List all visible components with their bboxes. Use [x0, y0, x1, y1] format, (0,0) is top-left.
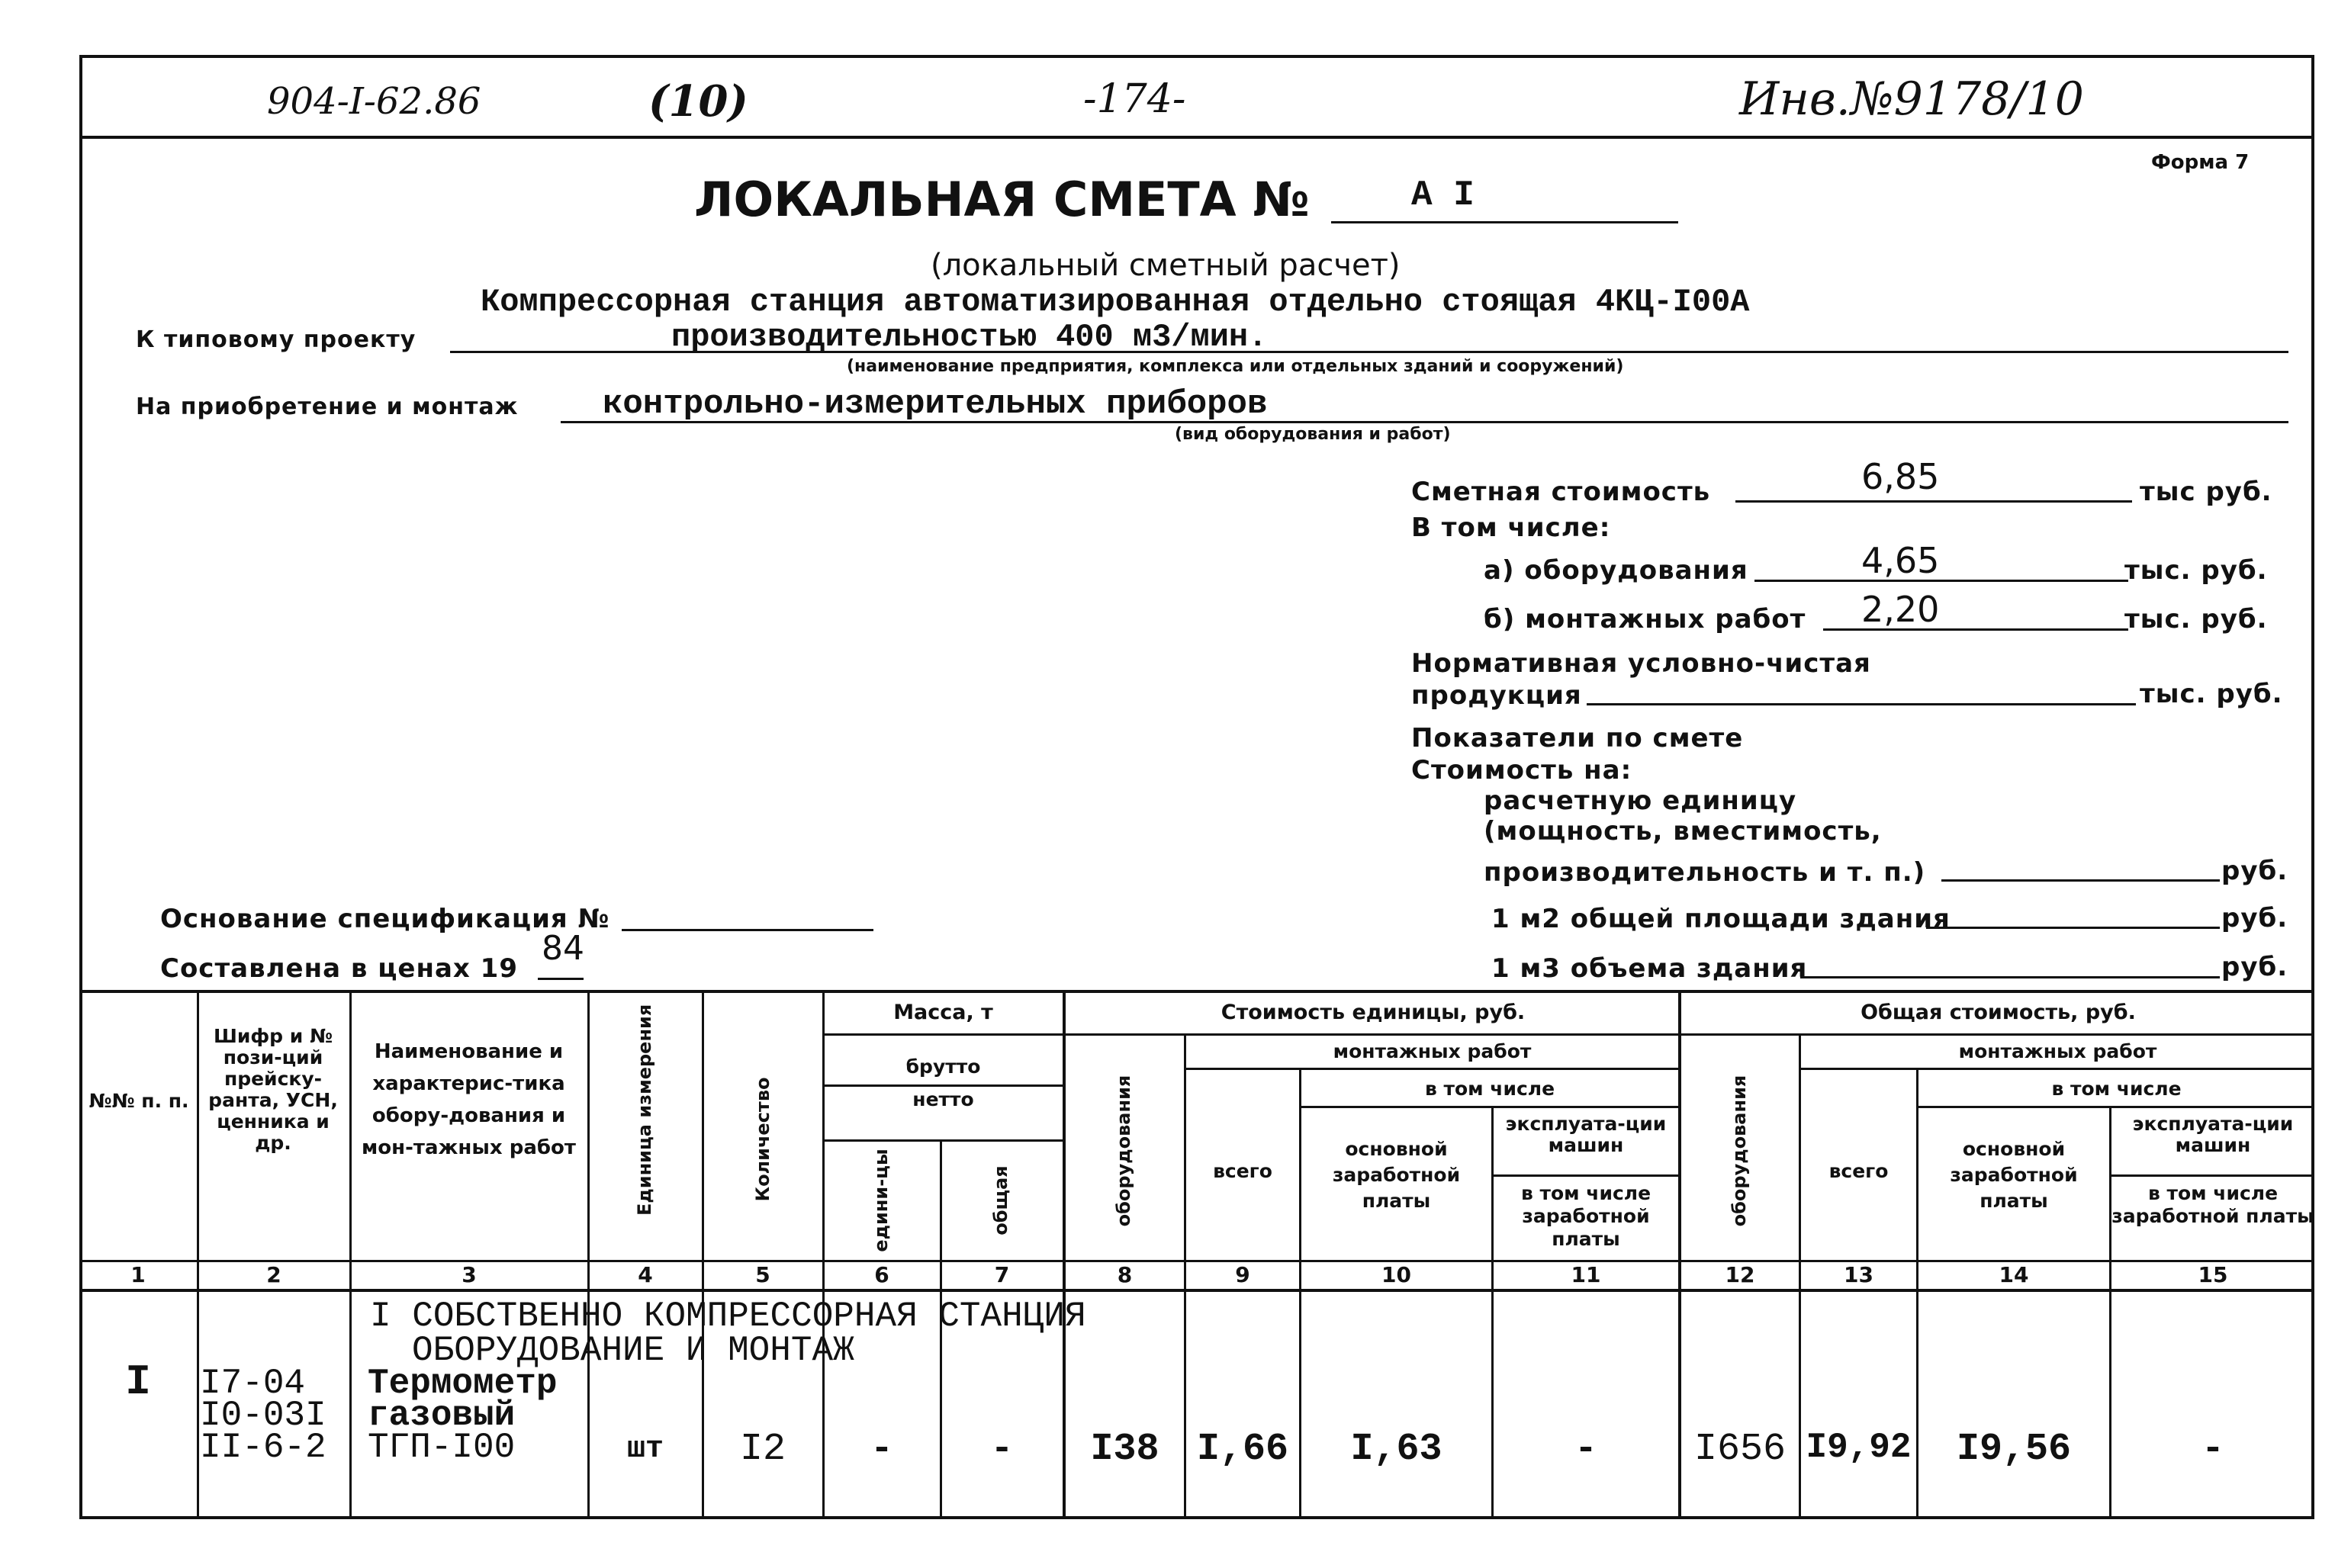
part-number: (10): [648, 76, 748, 127]
row-name-2: газовый: [368, 1396, 516, 1435]
colnum-3: 3: [462, 1262, 477, 1287]
project-label: К типовому проекту: [136, 326, 416, 353]
header-incl1: в том числе: [1424, 1078, 1555, 1100]
c11-divider: [1494, 1174, 1680, 1177]
colnum-12: 12: [1725, 1262, 1755, 1287]
norm-line: [1587, 703, 2136, 705]
col-line-2: [349, 991, 352, 1519]
header-number: №№ п. п.: [88, 1090, 189, 1112]
col-line-1: [197, 991, 199, 1519]
estimate-number-line: [1331, 221, 1678, 223]
incl2-divider: [1918, 1106, 2314, 1108]
table-top-border: [79, 990, 2314, 993]
row-machines: -: [1574, 1428, 1597, 1471]
row-wage-all: I9,56: [1956, 1428, 2072, 1471]
colnum-10: 10: [1381, 1262, 1411, 1287]
row-code-1: I7-04: [200, 1364, 306, 1403]
mont2-divider: [1801, 1068, 2314, 1070]
colnum-5: 5: [755, 1262, 770, 1287]
estimate-number: А I: [1411, 175, 1475, 215]
colnum-7: 7: [994, 1262, 1010, 1287]
header-brutto: брутто: [905, 1056, 981, 1078]
colnum-4: 4: [638, 1262, 653, 1287]
calc-unit-rub: руб.: [2221, 856, 2288, 886]
form-label: Форма 7: [2151, 151, 2250, 174]
prices-year-line: [538, 978, 584, 980]
total-cost-unit: тыс руб.: [2140, 477, 2272, 507]
purchase-underline: [561, 421, 2288, 423]
install-label: б) монтажных работ: [1484, 604, 1806, 635]
header-netto: нетто: [912, 1088, 974, 1110]
equipment-value: 4,65: [1861, 540, 1940, 581]
purchase-label: На приобретение и монтаж: [136, 394, 519, 420]
project-caption: (наименование предприятия, комплекса или отдельных зданий и сооружений): [847, 357, 1624, 376]
project-underline: [450, 351, 2288, 353]
header-total-cost: Общая стоимость, руб.: [1861, 1001, 2136, 1024]
brutto-divider: [822, 1084, 1064, 1087]
incl1-divider: [1301, 1106, 1680, 1108]
header-mass: Масса, т: [893, 1001, 993, 1024]
basis-line: [622, 929, 873, 931]
purchase-caption: (вид оборудования и работ): [1175, 425, 1451, 444]
row-code-3: II-6-2: [200, 1428, 326, 1467]
area-line: [1926, 927, 2220, 929]
volume-rub: руб.: [2221, 952, 2288, 982]
row-equipment: I38: [1090, 1428, 1159, 1471]
header-unit: Единица измерения: [634, 1004, 655, 1216]
norm-unit: тыс. руб.: [2140, 679, 2283, 709]
header-mass-unit: едини-цы: [870, 1149, 892, 1252]
colnum-9: 9: [1235, 1262, 1250, 1287]
calc-unit-line: [1941, 879, 2220, 882]
header-unit-cost: Стоимость единицы, руб.: [1221, 1001, 1526, 1024]
header-equipment2: оборудования: [1729, 1075, 1750, 1227]
header-mont1: монтажных работ: [1333, 1040, 1532, 1062]
header-mass-total: общая: [990, 1165, 1011, 1235]
netto-divider: [822, 1139, 1064, 1142]
table-row-number: I: [125, 1358, 151, 1406]
unit-cost-divider: [1064, 1033, 1680, 1036]
row-unit: шт: [626, 1432, 664, 1467]
header-total2: всего: [1828, 1160, 1889, 1182]
colnum-1: 1: [130, 1262, 146, 1287]
area-rub: руб.: [2221, 903, 2288, 933]
colnum-11: 11: [1571, 1262, 1601, 1287]
volume-line: [1800, 976, 2220, 978]
row-equipment-total: I656: [1693, 1428, 1787, 1471]
row-code-2: I0-03I: [200, 1396, 326, 1435]
row-total: I,66: [1196, 1428, 1289, 1471]
purchase-value: контрольно-измерительных приборов: [603, 385, 1268, 423]
indicators-label: Показатели по смете: [1411, 723, 1744, 753]
row-mass-total: -: [990, 1428, 1014, 1471]
table-numbers-bottom: [79, 1289, 2314, 1292]
header-machines: эксплуата-ции машин: [1505, 1113, 1667, 1156]
header-name: Наименование и характерис-тика обору-дования и мон-тажных работ: [362, 1040, 576, 1159]
mass-divider: [822, 1033, 1064, 1036]
colnum-6: 6: [874, 1262, 889, 1287]
cost-on-label: Стоимость на:: [1411, 755, 1632, 786]
equipment-line: [1754, 580, 2128, 582]
section-title-2: ОБОРУДОВАНИЕ И МОНТАЖ: [412, 1331, 854, 1370]
header-machines-wage: в том числе заработной платы: [1520, 1182, 1651, 1250]
colnum-15: 15: [2198, 1262, 2228, 1287]
total-cost-divider: [1680, 1033, 2314, 1036]
total-cost-label: Сметная стоимость: [1411, 477, 1711, 507]
row-quantity: I2: [739, 1428, 786, 1471]
calc-unit-3: производительность и т. п.): [1484, 857, 1926, 888]
calc-unit-1: расчетную единицу: [1484, 786, 1797, 816]
norm-label1: Нормативная условно-чистая: [1411, 648, 1871, 679]
header-quantity: Количество: [752, 1077, 773, 1202]
calc-unit-2: (мощность, вместимость,: [1484, 816, 1882, 847]
project-line2: производительностью 400 м3/мин.: [671, 319, 1268, 355]
including-label: В том числе:: [1411, 512, 1611, 543]
colnum-13: 13: [1844, 1262, 1873, 1287]
c15-divider: [2111, 1174, 2314, 1177]
page-number: -174-: [1083, 76, 1186, 122]
top-divider: [79, 136, 2314, 139]
project-code: 904-I-62.86: [267, 80, 481, 123]
basis-label: Основание спецификация №: [160, 904, 610, 934]
prices-year: 84: [542, 929, 584, 968]
header-wage2: основной заработной платы: [1950, 1138, 2078, 1212]
header-mont2: монтажных работ: [1958, 1040, 2157, 1062]
equipment-unit: тыс. руб.: [2124, 555, 2268, 586]
install-value: 2,20: [1861, 589, 1940, 630]
volume-label: 1 м3 объема здания: [1491, 953, 1808, 984]
inventory-number: Инв.№9178/10: [1739, 72, 2084, 126]
prices-label: Составлена в ценах 19: [160, 953, 518, 984]
row-name-1: Термометр: [368, 1364, 558, 1403]
page-title: ЛОКАЛЬНАЯ СМЕТА №: [694, 172, 1310, 227]
row-mass-unit: -: [870, 1428, 893, 1471]
total-cost-value: 6,85: [1861, 456, 1940, 497]
header-code: Шифр и № пози-ций прейску-ранта, УСН, ценника и др.: [208, 1025, 338, 1154]
colnum-8: 8: [1117, 1262, 1133, 1287]
row-wage: I,63: [1350, 1428, 1442, 1471]
header-wage: основной заработной платы: [1332, 1138, 1461, 1212]
mont1-divider: [1186, 1068, 1680, 1070]
header-total: всего: [1213, 1160, 1272, 1182]
page-subtitle: (локальный сметный расчет): [931, 248, 1401, 283]
install-line: [1823, 628, 2128, 631]
area-label: 1 м2 общей площади здания: [1491, 904, 1951, 934]
row-total-all: I9,92: [1806, 1428, 1912, 1467]
project-line1: Компрессорная станция автоматизированная отдельно стоящая 4КЦ-I00А: [481, 284, 1750, 320]
equipment-label: а) оборудования: [1484, 555, 1748, 586]
colnum-2: 2: [266, 1262, 281, 1287]
total-cost-line: [1735, 500, 2132, 503]
norm-label2: продукция: [1411, 680, 1582, 711]
colnum-14: 14: [1999, 1262, 2029, 1287]
install-unit: тыс. руб.: [2124, 604, 2268, 635]
header-incl2: в том числе: [2051, 1078, 2182, 1100]
header-equipment: оборудования: [1113, 1075, 1134, 1227]
row-name-3: ТГП-I00: [368, 1428, 516, 1467]
header-machines2: эксплуата-ции машин: [2132, 1113, 2294, 1156]
header-machines-wage2: в том числе заработной платы: [2111, 1182, 2314, 1227]
row-machines-all: -: [2201, 1428, 2224, 1471]
section-title-1: I СОБСТВЕННО КОМПРЕССОРНАЯ СТАНЦИЯ: [370, 1296, 1086, 1336]
